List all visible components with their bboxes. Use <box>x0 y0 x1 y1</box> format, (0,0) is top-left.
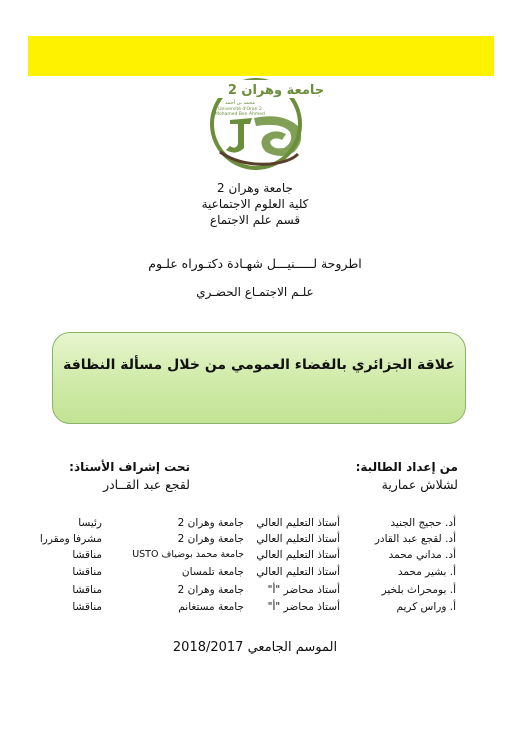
member-role: مناقشا <box>72 566 102 578</box>
member-rank: أستاذ التعليم العالي <box>256 533 340 545</box>
member-university: جامعة وهران 2 <box>177 517 244 529</box>
title-box <box>52 332 466 424</box>
university-logo <box>190 78 324 174</box>
member-role: مشرفا ومقررا <box>39 533 102 545</box>
logo-french-text-1: Université d'Oran 2 <box>218 107 262 112</box>
member-role: مناقشا <box>72 549 102 561</box>
logo-sub-text: محمد بن أحمد <box>225 100 255 106</box>
member-role: مناقشا <box>72 601 102 613</box>
member-university: جامعة وهران 2 <box>177 584 244 596</box>
logo-arabic-text: جامعة وهران 2 <box>227 83 324 98</box>
specialty: علـم الاجتمـاع الحضـري <box>196 285 314 299</box>
member-name: أ. بومحراث بلخير <box>381 584 456 596</box>
member-university: جامعة مستغانم <box>178 601 244 613</box>
supervisor-name: لقجع عبد القــادر <box>103 477 190 492</box>
member-name: أد. لقجع عبد القادر <box>374 533 456 545</box>
logo-french-text-2: Mohamed Ben Ahmed <box>215 112 265 117</box>
thesis-degree: اطروحة لـــــنيـــل شهـادة دكتـوراه علـوم <box>148 256 362 271</box>
member-name: أ. بشير محمد <box>397 566 456 578</box>
member-role: مناقشا <box>72 584 102 596</box>
member-rank: أستاذ التعليم العالي <box>256 517 340 529</box>
department-name: قسم علم الاجتماع <box>209 213 301 227</box>
member-rank: أستاذ التعليم العالي <box>256 566 340 578</box>
yellow-header-bar <box>28 36 494 76</box>
member-university: جامعة تلمسان <box>181 566 244 578</box>
member-rank: أستاذ التعليم العالي <box>256 549 340 561</box>
member-name: أد. حجيج الجنيد <box>390 517 456 529</box>
supervisor-block <box>60 458 190 494</box>
student-block <box>356 458 458 494</box>
student-name: لشلاش عمارية <box>381 477 458 492</box>
member-university: جامعة وهران 2 <box>177 533 244 545</box>
committee-row <box>32 601 456 621</box>
member-rank: أستاذ محاضر "أ" <box>267 584 340 596</box>
supervisor-label: تحت إشراف الأستاذ: <box>69 460 190 474</box>
university-name: جامعة وهران 2 <box>217 181 293 195</box>
academic-season: الموسم الجامعي 2018/2017 <box>172 640 338 655</box>
member-rank: أستاذ محاضر "أ" <box>267 601 340 613</box>
committee-row <box>32 566 456 586</box>
student-label: من إعداد الطالبة: <box>355 460 458 474</box>
member-role: رئيسا <box>78 517 102 529</box>
faculty-name: كلية العلوم الاجتماعية <box>201 197 309 211</box>
member-name: أ. وراس كريم <box>396 601 456 613</box>
member-name: أد. مداني محمد <box>388 549 456 561</box>
thesis-title: علاقة الجزائري بالفضاء العمومي من خلال مسألة النظافة <box>63 357 455 373</box>
member-university: جامعة محمد بوضياف USTO <box>132 549 244 560</box>
